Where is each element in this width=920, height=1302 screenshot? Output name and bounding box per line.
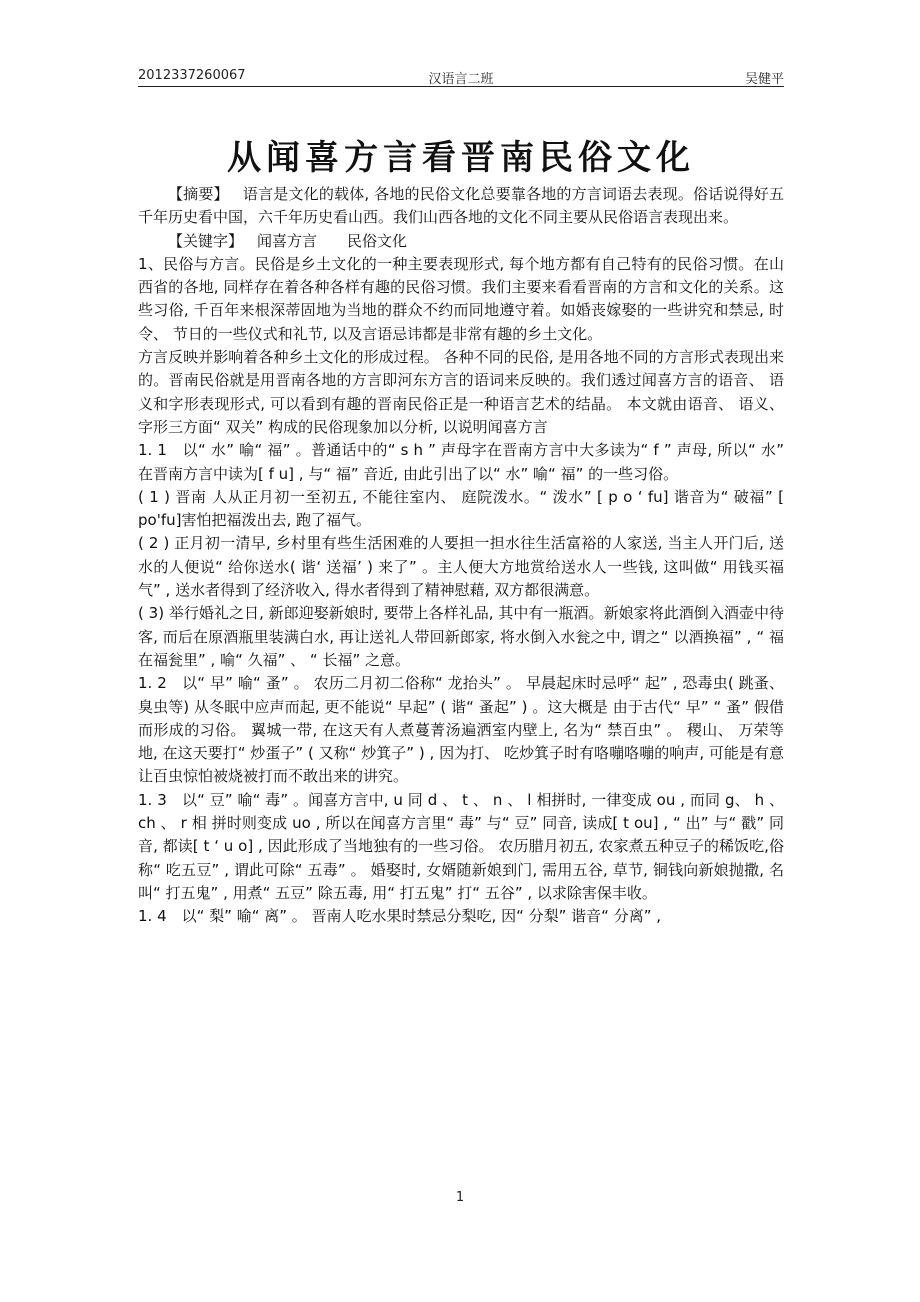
keyword-item: 民俗文化: [347, 231, 408, 250]
header-author: 吴健平: [744, 72, 784, 87]
body-paragraph: ( 2 ) 正月初一清早, 乡村里有些生活困难的人要担一担水往生活富裕的人家送, 当主人开门后, 送水的人便说“ 给你送水( 谐‘ 送福’ ) 来了” 。主人便大方地赏给送水人一些钱, 这叫做“ 用钱买福气” , 送水者得到了经济收入, 得水者得到了精神慰藉, 双方都很满意。: [138, 534, 784, 600]
keywords-paragraph: [138, 230, 784, 253]
abstract-paragraph: [138, 183, 784, 230]
abstract-text: 语言是文化的载体, 各地的民俗文化总要靠各地的方言词语去表现。俗话说得好五千年历史看中国，六千年历史看山西。我们山西各地的文化不同主要从民俗语言表现出来。: [138, 185, 784, 227]
header-student-id: 2012337260067: [138, 68, 246, 83]
page-number: 1: [455, 1190, 465, 1205]
page-header: [138, 64, 784, 86]
body-paragraph: ( 1 ) 晋南 人从正月初一至初五, 不能往室内、 庭院泼水。“ 泼水” [ p o ‘ fu] 谐音为“ 破福” [ po'fu]害怕把福泼出去, 跑了福气。: [138, 487, 784, 530]
keywords-label: 【关键字】: [168, 231, 244, 250]
body-paragraph: 1. 3 以“ 豆” 喻“ 毒” 。闻喜方言中, u 同 d 、 t 、 n 、 l 相拼时, 一律变成 ou , 而同 g、 h 、 ch 、 r 相 拼时则变成 uo , 所以在闻喜方言里“ 毒” 与“ 豆” 同音, 读成[ t ou] , “ 出” 与“ 戳” 同音, 都读[ t ‘ u o] , 因此形成了当地独有的一些习俗。 农历腊月初五, 农家煮五种豆子的稀饭吃,俗称“ 吃五豆” , 谓此可除“ 五毒” 。 婚娶时, 女婿随新娘到门, 需用五谷, 草节, 铜钱向新娘抛撒, 名叫“ 打五鬼” , 用煮“ 五豆” 除五毒, 用“ 打五鬼” 打“ 五谷” , 以求除害保丰收。: [138, 790, 784, 902]
body-paragraph: ( 3) 举行婚礼之日, 新郎迎娶新娘时, 要带上各样礼品, 其中有一瓶酒。新娘家将此酒倒入酒壶中待客, 而后在原酒瓶里装满白水, 再让送礼人带回新郎家, 将水倒入水瓮之中, 谓之“ 以酒换福” , “ 福在福瓮里” , 喻“ 久福” 、 “ 长福” 之意。: [138, 604, 784, 669]
abstract-label: 【摘要】: [168, 185, 229, 203]
keyword-item: 闻喜方言: [257, 231, 318, 250]
body-paragraph: 1、民俗与方言。民俗是乡土文化的一种主要表现形式, 每个地方都有自己特有的民俗习惯。在山西省的各地, 同样存在着各种各样有趣的民俗习惯。我们主要来看看晋南的方言和文化的关系。这些习俗, 千百年来根深蒂固地为当地的群众不约而同地遵守着。如婚丧嫁娶的一些讲究和禁忌, 时令、 节日的一些仪式和礼节, 以及言语忌讳都是非常有趣的乡土文化。: [138, 254, 784, 343]
document-body: [138, 183, 784, 929]
body-paragraph: 1. 4 以“ 梨” 喻“ 离” 。 晋南人吃水果时禁忌分梨吃, 因“ 分梨” 谐音“ 分离” ,: [138, 907, 662, 926]
body-paragraph: 1. 2 以“ 早” 喻“ 蚤” 。 农历二月初二俗称“ 龙抬头” 。 早晨起床时忌呼“ 起” , 恐毒虫( 跳蚤、 臭虫等) 从冬眠中应声而起, 更不能说“ 早起” ( 谐“ 蚤起” ) 。这大概是 由于古代“ 早” “ 蚤” 假借而形成的习俗。 翼城一带, 在这天有人煮蔓菁汤遍洒室内壁上, 名为“ 禁百虫” 。 稷山、 万荣等地, 在这天要打“ 炒蛋子” ( 又称“ 炒箕子” ) , 因为打、 吃炒箕子时有咯嘣咯嘣的响声, 可能是有意让百虫惊怕被烧被打而不敢出来的讲究。: [138, 674, 784, 786]
header-class-name: 汉语言二班: [428, 72, 494, 87]
header-rule: [138, 86, 784, 87]
document-title: 从闻喜方言看晋南民俗文化: [227, 138, 695, 178]
body-paragraph: 方言反映并影响着各种乡土文化的形成过程。 各种不同的民俗, 是用各地不同的方言形式表现出来的。晋南民俗就是用晋南各地的方言即河东方言的语词来反映的。我们透过闻喜方言的语音、 语义和字形表现形式, 可以看到有趣的晋南民俗正是一种语言艺术的结晶。 本文就由语音、 语义、 字形三方面“ 双关” 构成的民俗现象加以分析, 以说明闻喜方言: [138, 348, 784, 436]
body-paragraph: 1. 1 以“ 水” 喻“ 福” 。普通话中的“ s h ” 声母字在晋南方言中大多读为“ f ” 声母, 所以“ 水” 在晋南方言中读为[ f u] , 与“ 福” 音近, 由此引出了以“ 水” 喻“ 福” 的一些习俗。: [138, 441, 784, 483]
